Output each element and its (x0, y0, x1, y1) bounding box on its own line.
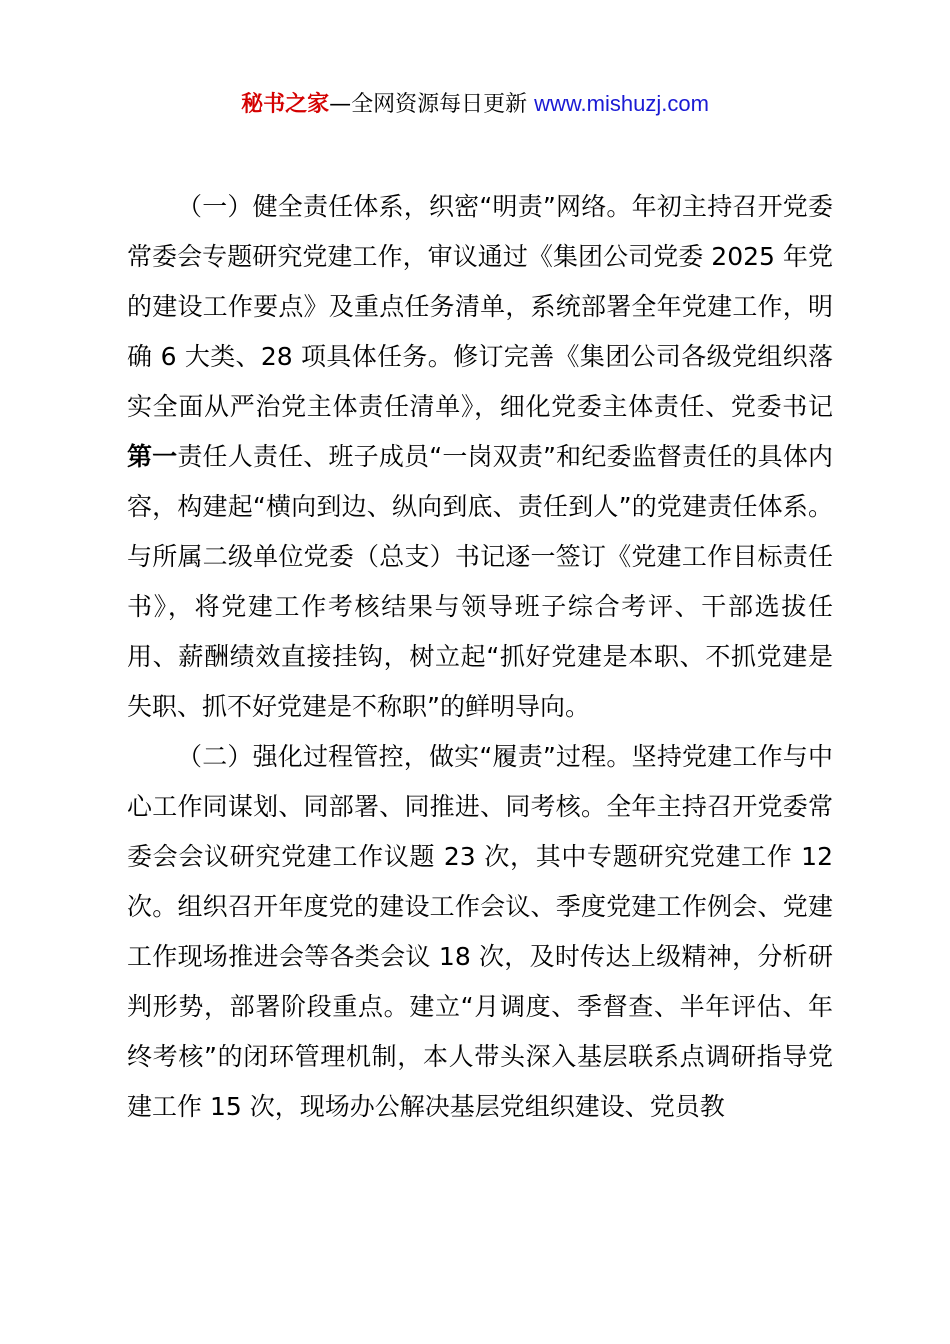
watermark-header (0, 88, 950, 121)
document-body (127, 182, 833, 1132)
paragraph-text: 责任人责任、班子成员“一岗双责”和纪委监督责任的具体内容，构建起“横向到边、纵向到底、责任到人”的党建责任体系。与所属二级单位党委（总支）书记逐一签订《党建工作目标责任书》，将党建工作考核结果与领导班子综合考评、干部选拔任用、薪酬绩效直接挂钩，树立起“抓好党建是本职、不抓党建是失职、抓不好党建是不称职”的鲜明导向。 (127, 442, 833, 721)
paragraph-text: （二）强化过程管控，做实“履责”过程。坚持党建工作与中心工作同谋划、同部署、同推进、同考核。全年主持召开党委常委会会议研究党建工作议题 23 次，其中专题研究党建工作 12 次。组织召开年度党的建设工作会议、季度党建工作例会、党建工作现场推进会等各类会议 18 次，及时传达上级精神，分析研判形势，部署阶段重点。建立“月调度、季督查、半年评估、年终考核”的闭环管理机制，本人带头深入基层联系点调研指导党建工作 15 次，现场办公解决基层党组织建设、党员教 (127, 742, 833, 1121)
brand-name: 秘书之家 (241, 92, 330, 117)
paragraph-process-control (127, 732, 833, 1132)
site-url-link[interactable]: www.mishuzj.com (534, 91, 709, 116)
paragraph-text: （一）健全责任体系，织密“明责”网络。年初主持召开党委常委会专题研究党建工作，审议通过《集团公司党委 2025 年党的建设工作要点》及重点任务清单，系统部署全年党建工作，明确 6 大类、28 项具体任务。修订完善《集团公司各级党组织落实全面从严治党主体责任清单》，细化党委主体责任、党委书记 (127, 192, 833, 421)
paragraph-responsibility-system (127, 182, 833, 732)
header-slogan: —全网资源每日更新 (329, 92, 535, 117)
bold-emphasis: 第一 (127, 442, 178, 471)
